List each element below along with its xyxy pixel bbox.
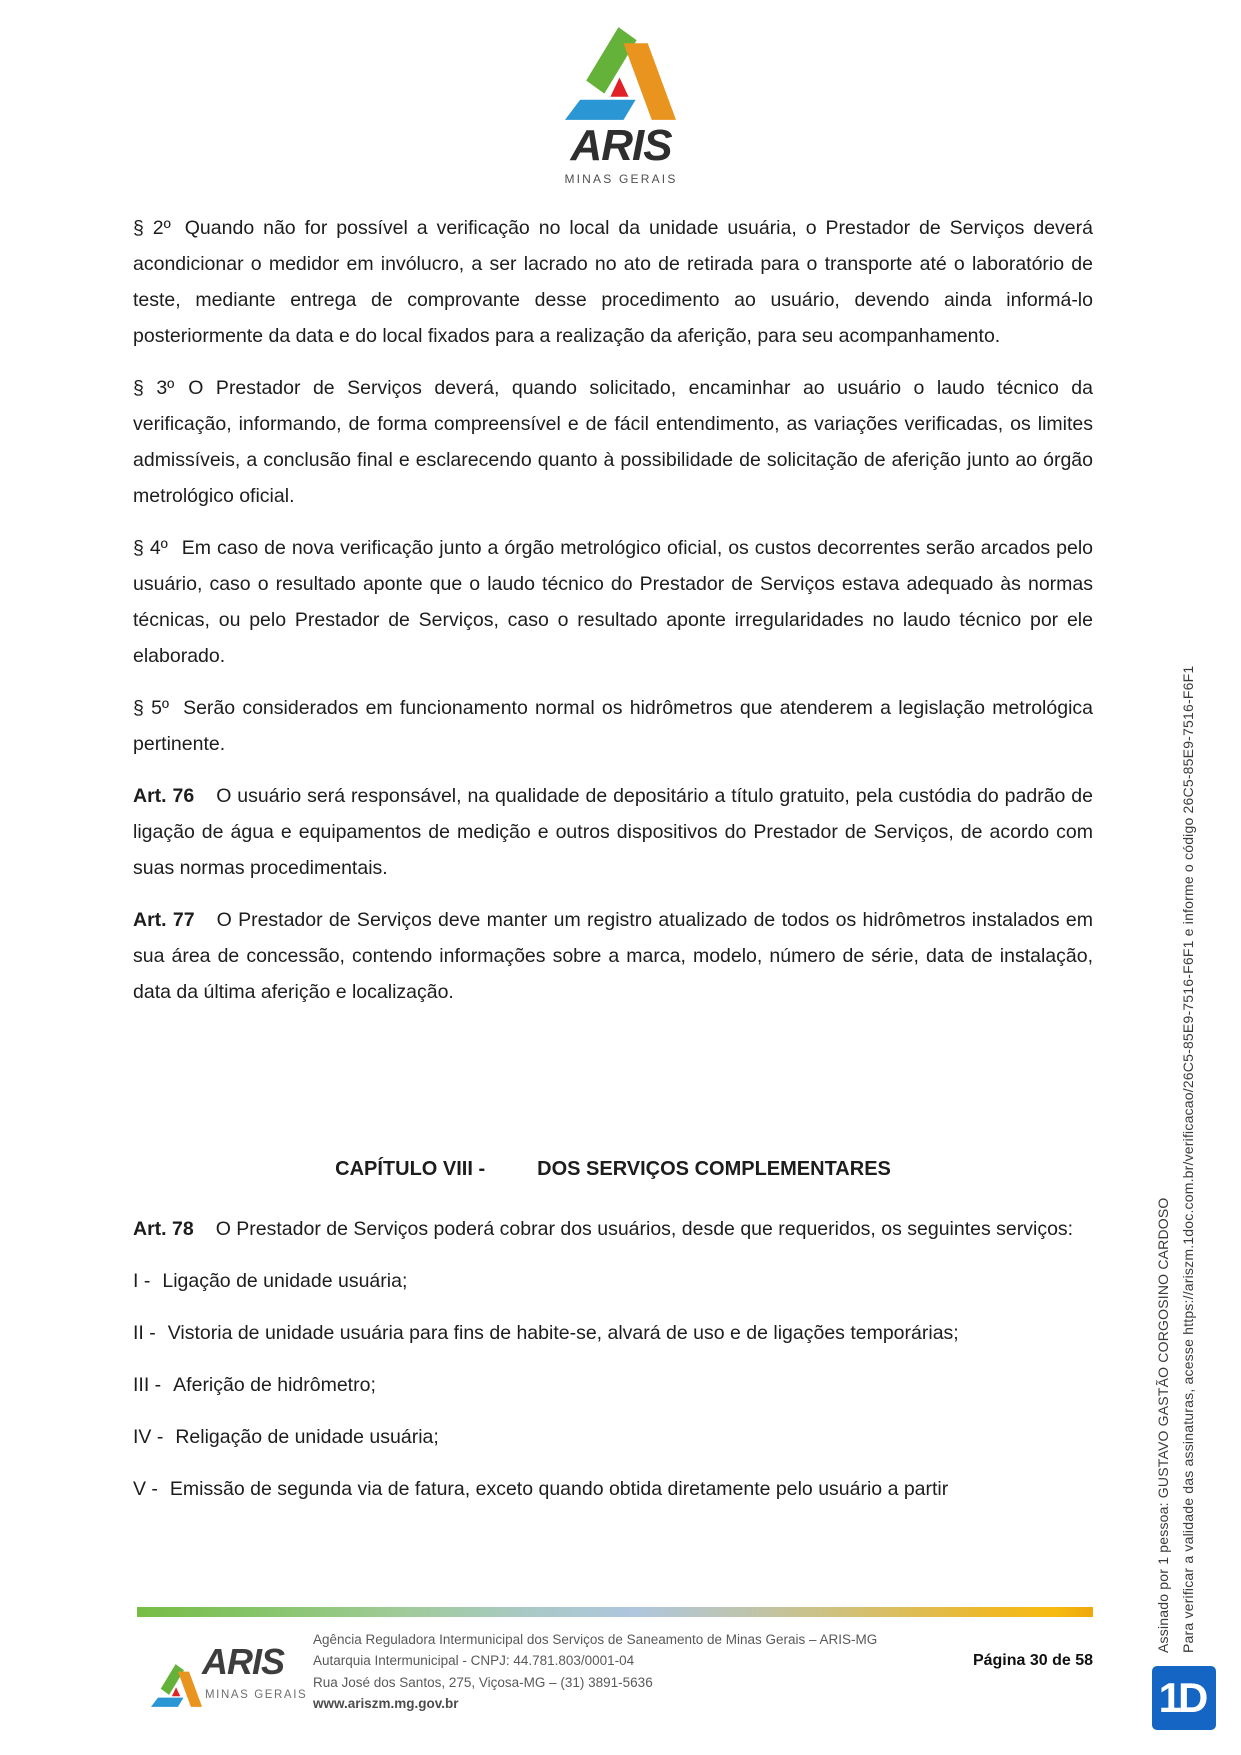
list-item-3 xyxy=(133,1367,1093,1403)
para-label: Art. 78 xyxy=(133,1218,194,1240)
para-label: Art. 76 xyxy=(133,785,195,807)
footer-org-line3: Rua José dos Santos, 275, Viçosa-MG – (31) 3891-5636 xyxy=(313,1674,653,1690)
para-text: Quando não for possível a verificação no local da unidade usuária, o Prestador de Serviços deverá acondicionar o medidor em invólucro, a ser lacrado no ato de retirada para o transporte até o laboratório de teste, mediante entrega de comprovante desse procedimento ao usuário, devendo ainda informá-lo posteriormente da data e do local fixados para a realização da aferição, para seu acompanhamento. xyxy=(133,217,1093,347)
brand-name: ARIS xyxy=(570,121,672,170)
item-text: Emissão de segunda via de fatura, exceto quando obtida diretamente pelo usuário a partir xyxy=(169,1478,949,1500)
list-item-2 xyxy=(133,1315,1093,1351)
footer-org-info xyxy=(313,1629,877,1715)
item-number: III - xyxy=(133,1374,162,1396)
footer-website-link: www.ariszm.mg.gov.br xyxy=(313,1696,459,1712)
item-number: IV - xyxy=(133,1426,164,1448)
chapter-number: CAPÍTULO VIII - xyxy=(335,1158,486,1180)
footer-gradient-bar xyxy=(137,1607,1093,1617)
para-label: § 2º xyxy=(133,217,171,239)
document-body xyxy=(133,210,1093,1523)
para-section-2 xyxy=(133,210,1093,354)
section-gap xyxy=(133,1026,1093,1151)
para-art-77 xyxy=(133,902,1093,1010)
item-text: Vistoria de unidade usuária para fins de habite-se, alvará de uso e de ligações temporárias; xyxy=(167,1322,959,1344)
para-text: Em caso de nova verificação junto a órgão metrológico oficial, os custos decorrentes serão arcados pelo usuário, caso o resultado aponte que o laudo técnico do Prestador de Serviços estava adequado às normas técnicas, ou pelo Prestador de Serviços, caso o resultado aponte irregularidades no laudo técnico por ele elaborado. xyxy=(133,537,1094,667)
chapter-title: DOS SERVIÇOS COMPLEMENTARES xyxy=(537,1158,891,1180)
header xyxy=(552,27,690,186)
signature-line-verification-url: Para verificar a validade das assinaturas, acesse https://ariszm.1doc.com.br/verificacao/26C5-85E9-7516-F6F1 e informe o código 26C5-85E9-7516-F6F1 xyxy=(1180,665,1196,1653)
para-text: O usuário será responsável, na qualidade de depositário a título gratuito, pela custódia do padrão de ligação de água e equipamentos de medição e outros dispositivos do Prestador de Serviços, de acordo com suas normas procedimentais. xyxy=(133,785,1093,879)
para-section-4 xyxy=(133,530,1093,674)
item-text: Aferição de hidrômetro; xyxy=(173,1374,376,1396)
item-text: Religação de unidade usuária; xyxy=(175,1426,439,1448)
para-label: § 5º xyxy=(133,697,170,719)
para-label: § 3º xyxy=(133,377,175,399)
list-item-5 xyxy=(133,1471,1093,1507)
footer-brand-name: ARIS xyxy=(202,1641,285,1682)
aris-triangle-logo-icon-small xyxy=(151,1664,203,1708)
page-number-label: Página 30 de 58 xyxy=(972,1652,1093,1669)
list-item-4 xyxy=(133,1419,1093,1455)
signature-line-signers: Assinado por 1 pessoa: GUSTAVO GASTÃO CORGOSINO CARDOSO xyxy=(1155,1197,1171,1653)
list-item-1 xyxy=(133,1263,1093,1299)
para-text: O Prestador de Serviços deverá, quando solicitado, encaminhar ao usuário o laudo técnico da verificação, informando, de forma compreensível e de fácil entendimento, as variações verificadas, os limites admissíveis, a conclusão final e esclarecendo quanto à possibilidade de solicitação de aferição junto ao órgão metrológico oficial. xyxy=(133,377,1093,507)
para-text: Serão considerados em funcionamento normal os hidrômetros que atenderem a legislação metrológica pertinente. xyxy=(133,697,1093,755)
para-text: O Prestador de Serviços deve manter um registro atualizado de todos os hidrômetros instalados em sua área de concessão, contendo informações sobre a marca, modelo, número de série, data de instalação, data da última aferição e localização. xyxy=(133,909,1093,1003)
footer-org-line2: Autarquia Intermunicipal - CNPJ: 44.781.803/0001-04 xyxy=(313,1653,635,1669)
para-art-76 xyxy=(133,778,1093,886)
aris-triangle-logo-icon xyxy=(565,27,678,122)
para-label: Art. 77 xyxy=(133,909,195,931)
item-number: V - xyxy=(133,1478,158,1500)
item-text: Ligação de unidade usuária; xyxy=(162,1270,408,1292)
chapter-heading xyxy=(133,1151,1093,1187)
para-section-3 xyxy=(133,370,1093,514)
para-section-5 xyxy=(133,690,1093,762)
item-number: I - xyxy=(133,1270,151,1292)
footer-org-line1: Agência Reguladora Intermunicipal dos Serviços de Saneamento de Minas Gerais – ARIS-MG xyxy=(313,1632,878,1647)
onedoc-logo-icon: 1D xyxy=(1152,1666,1216,1730)
para-art-78 xyxy=(133,1211,1093,1247)
para-text: O Prestador de Serviços poderá cobrar dos usuários, desde que requeridos, os seguintes serviços: xyxy=(215,1218,1074,1240)
para-label: § 4º xyxy=(133,537,168,559)
footer-brand-subtitle: MINAS GERAIS xyxy=(205,1689,308,1701)
brand-subtitle: MINAS GERAIS xyxy=(564,172,678,186)
item-number: II - xyxy=(133,1322,156,1344)
